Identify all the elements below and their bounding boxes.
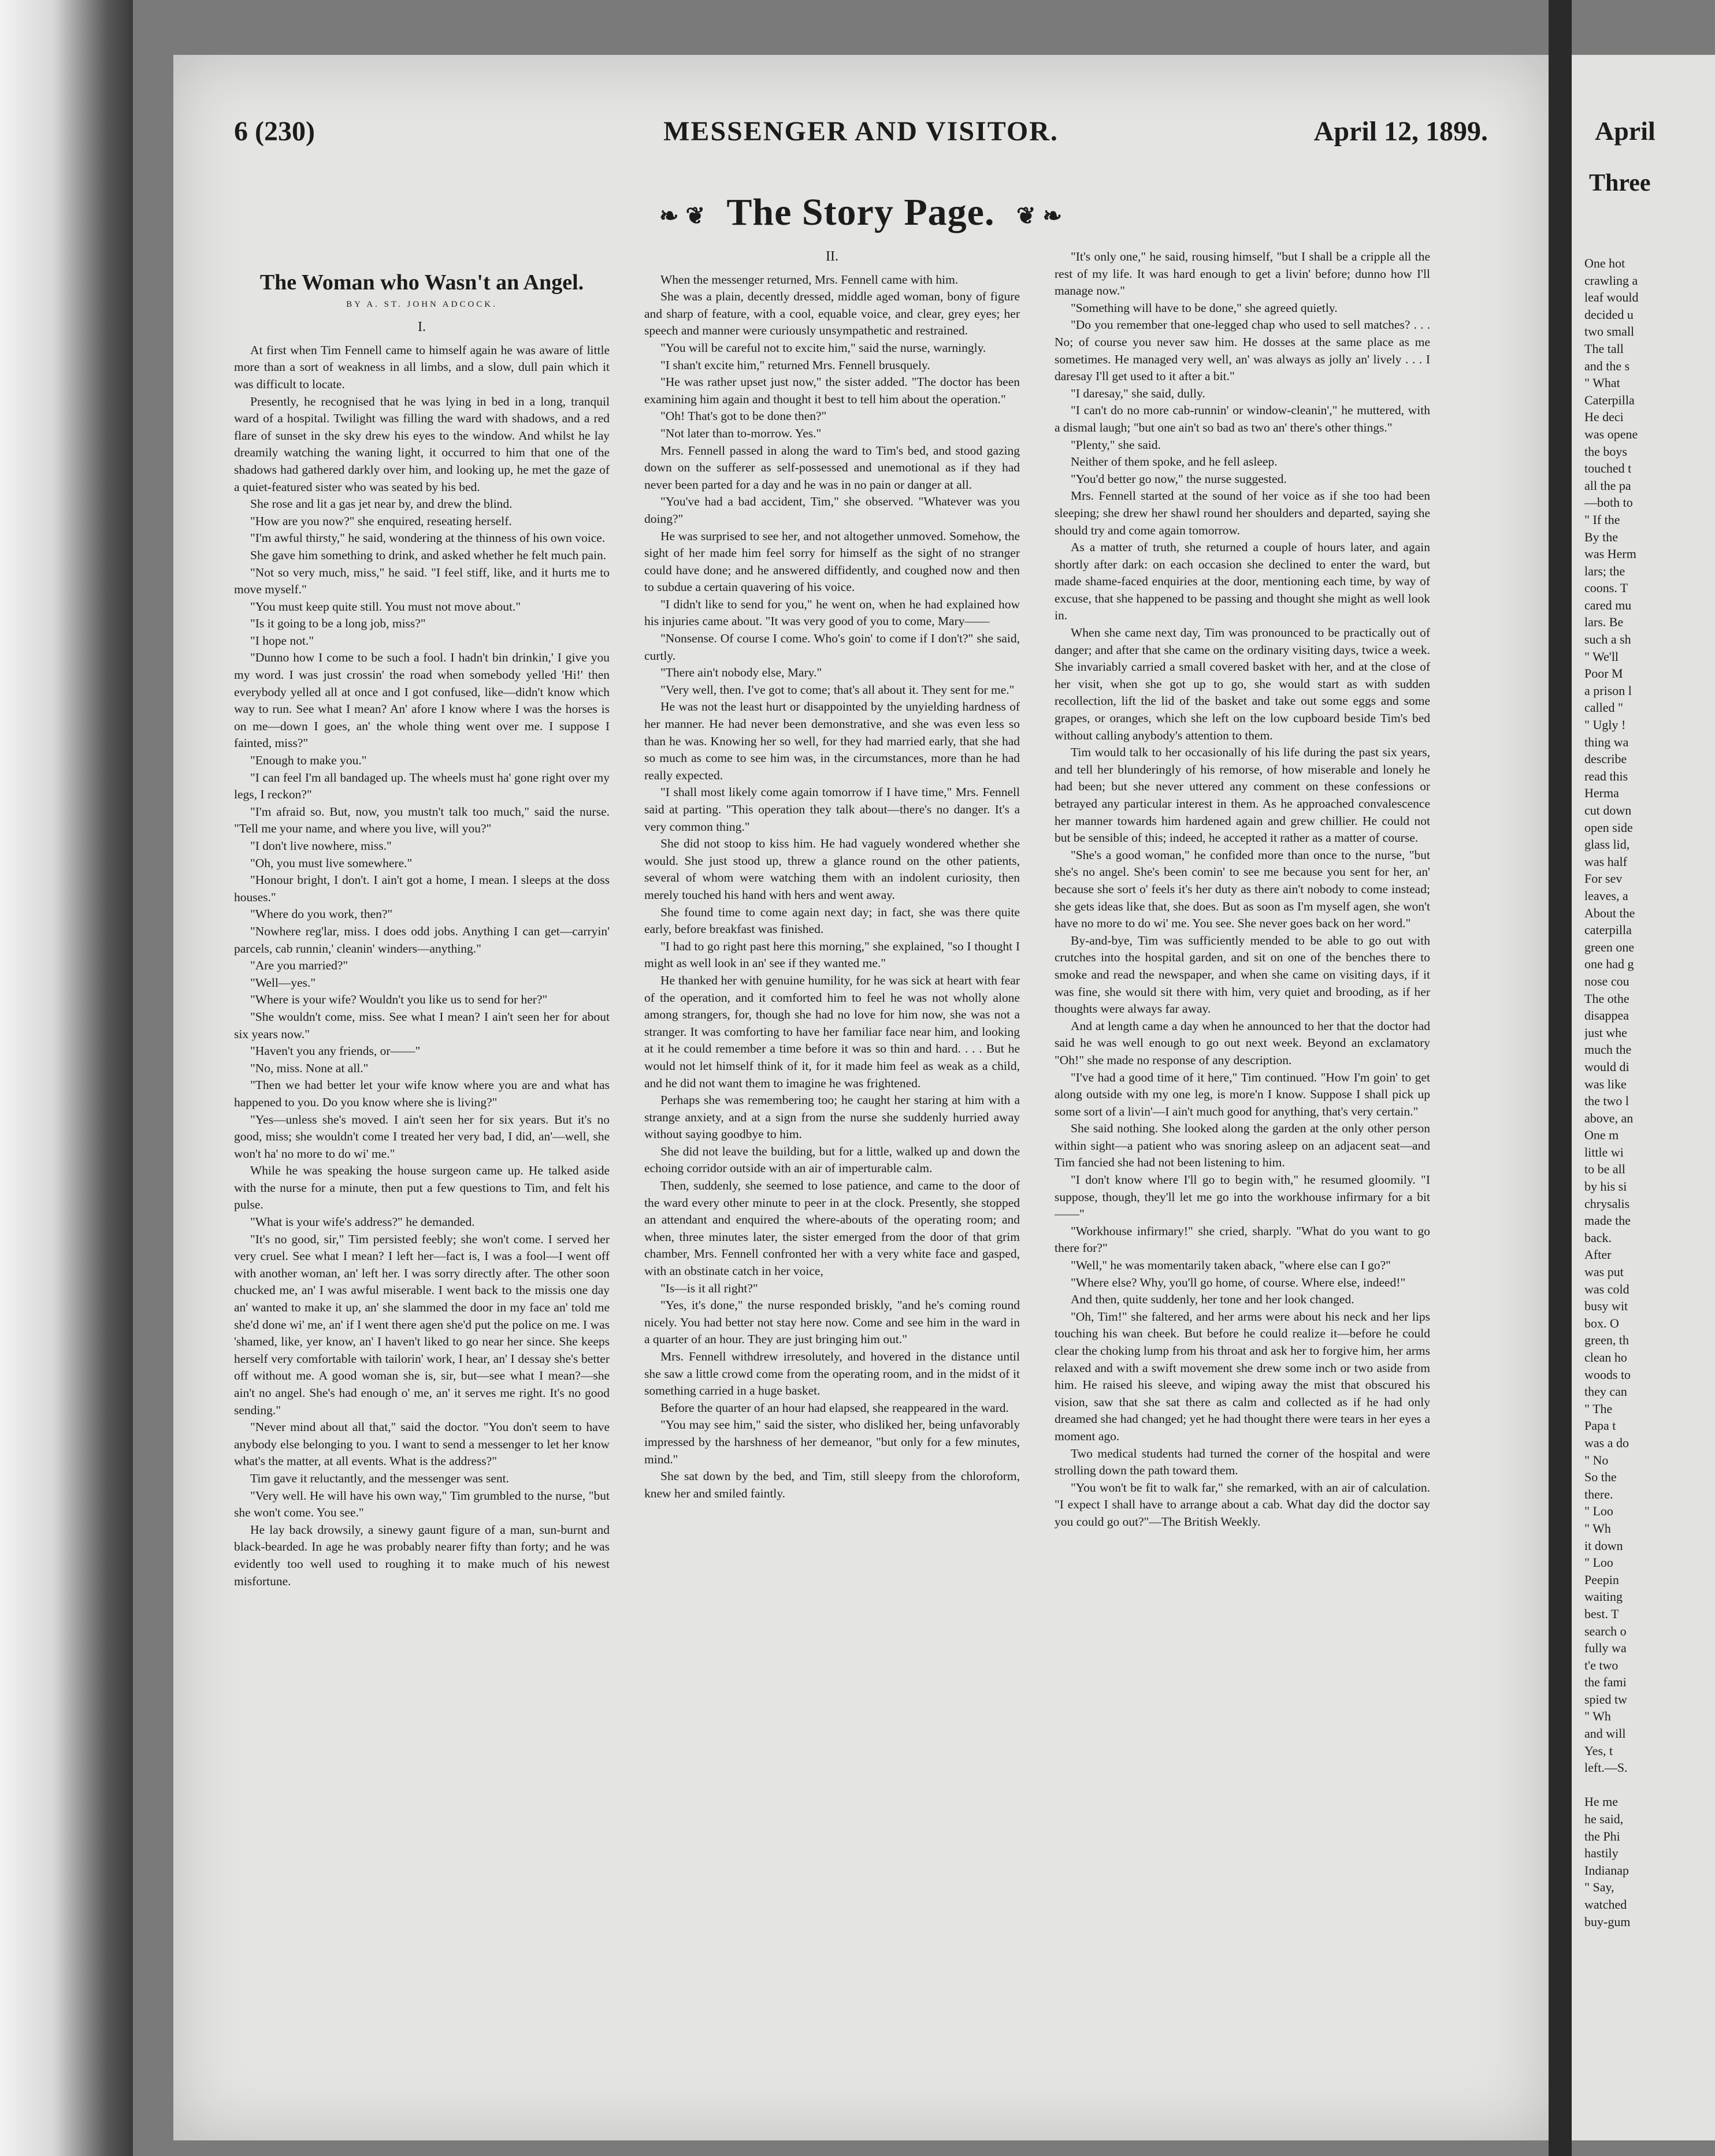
adjacent-page-line: coons. T <box>1584 581 1628 596</box>
adjacent-page-line: One m <box>1584 1128 1619 1143</box>
adjacent-page-line: green, th <box>1584 1333 1629 1348</box>
story-paragraph: "It's no good, sir," Tim persisted feebly; she won't come. I served her very cruel. See what I mean? I left her—fact is, I was a fool—I went off with another woman, an' left her. I was sorry directly after. The other soon chucked me, an' I was awful miserable. I went back to the missis one day an' wanted to make it up, an' she slammed the door in my face an' told me she'd done wi' me, an' if I went there agen she'd put the police on me. I was 'shamed, like, yer know, an' I haven't liked to go near her since. She keeps herself very comfortable with tailorin' work, I hear, an' I dessay she's better off without me. A good woman she is, sir, but—see what I mean?—she ain't no angel. She's had enough o' me, an' it serves me right. It's no good sending." <box>234 1232 610 1417</box>
adjacent-page-line: Peepin <box>1584 1572 1619 1587</box>
story-paragraph: "Is—is it all right?" <box>660 1281 758 1295</box>
adjacent-page-line: box. O <box>1584 1315 1619 1330</box>
adjacent-page-line: cut down <box>1584 803 1632 817</box>
story-paragraph: "Nonsense. Of course I come. Who's goin' to come if I don't?" she said, curtly. <box>644 631 1020 663</box>
adjacent-page-line: disappea <box>1584 1008 1629 1023</box>
story-paragraph: "I'm awful thirsty," he said, wondering at the thinness of his own voice. <box>250 531 606 545</box>
story-paragraph: He was not the least hurt or disappointed by the unyielding hardness of her manner. He had never been demonstrative, and she was even less so than he was. Knowing her so well, for they had married early, that she had so much as come to see him was, in the circumstances, more than he had really expected. <box>644 700 1020 782</box>
adjacent-page-line: " Loo <box>1584 1555 1613 1570</box>
adjacent-page-line: was opene <box>1584 426 1638 441</box>
adjacent-page-line: After <box>1584 1247 1612 1262</box>
story-paragraph: He thanked her with genuine humility, for he was sick at heart with fear of the operation, and it comforted him to feel he was not wholly alone among strangers, for, though she had no love for him now, she was not a stranger. It was comforting to have her familiar face near him, and looking at it he could remember a time before it was so thin and hard. . . . But he would not let himself think of it, for it made him feel as weak as a child, and he did not want them to imagine he was frightened. <box>644 973 1020 1090</box>
story-paragraph: Two medical students had turned the corner of the hospital and were strolling down the path toward them. <box>1055 1446 1430 1478</box>
story-paragraph: Mrs. Fennell passed in along the ward to Tim's bed, and stood gazing down on the sufferer as self-possessed and unemotional as if they had never been parted for a day and he was in no pain or danger at all. <box>644 443 1020 492</box>
adjacent-page-body <box>1584 255 1715 1930</box>
story-paragraph: She said nothing. She looked along the garden at the only other person within sight—a patient who was snoring asleep on an adjacent seat—and Tim fancied she had not been listening to him. <box>1055 1121 1430 1170</box>
adjacent-page-line: caterpilla <box>1584 923 1632 938</box>
page-number: 6 (230) <box>234 116 315 147</box>
adjacent-page-line: made the <box>1584 1213 1631 1228</box>
adjacent-page-line: clean ho <box>1584 1350 1627 1365</box>
story-paragraph: "Never mind about all that," said the doctor. "You don't seem to have anybody else belonging to you. I want to send a messenger to let her know what's the matter, at all events. What is the address?" <box>234 1420 610 1469</box>
adjacent-page-line: little wi <box>1584 1144 1624 1159</box>
adjacent-page-line: the Phi <box>1584 1828 1620 1843</box>
adjacent-page-line: was a do <box>1584 1435 1629 1450</box>
story-paragraph: "Yes—unless she's moved. I ain't seen her for six years. But it's no good, miss; she wouldn't come I treated her very bad, I did, an'—well, she won't ha' no more to do wi' me." <box>234 1112 610 1161</box>
story-paragraph: She sat down by the bed, and Tim, still sleepy from the chloroform, knew her and smiled faintly. <box>644 1469 1020 1500</box>
story-paragraph: "You will be careful not to excite him," said the nurse, warningly. <box>660 340 986 355</box>
adjacent-page-fragment <box>1572 55 1715 2140</box>
adjacent-page-line: decided u <box>1584 307 1634 322</box>
story-paragraph: "Very well, then. I've got to come; that's all about it. They sent for me." <box>660 682 1015 697</box>
adjacent-page-line: above, an <box>1584 1110 1634 1125</box>
story-paragraph: "She's a good woman," he confided more than once to the nurse, "but she's no angel. She's been comin' to see me because you sent for her, an' because she sort o' feels it's her duty as there ain't nobody to come instead; she gets ideas like that, she does. But as soon as I'm myself agen, she won't have no more to do wi' me. You see. She never goes back on her word." <box>1055 847 1430 931</box>
story-paragraph: "Enough to make you." <box>250 753 367 768</box>
story-paragraph: "Oh, Tim!" she faltered, and her arms were about his neck and her lips touching his wan cheek. But before he could realize it—before he could clear the choking lump from his throat and ask her to forgive him, her arms relaxed and with a swift movement she drew some inch or two aside from him. He raised his sleeve, and wiping away the mist that obscured his vision, saw that she sat there as calm and collected as if he had only dreamed she had changed; yet he had thought there were tears in her eyes a moment ago. <box>1055 1309 1430 1443</box>
story-paragraph: "Not so very much, miss," he said. "I feel stiff, like, and it hurts me to move myself." <box>234 565 610 597</box>
story-paragraph: And at length came a day when he announced to her that the doctor had said he was well enough to go out next week. Beyond an exclamatory "Oh!" she made no response of any description. <box>1055 1018 1430 1067</box>
story-paragraph: "Where do you work, then?" <box>250 907 393 921</box>
story-paragraph: "I can't do no more cab-runnin' or window-cleanin'," he muttered, with a dismal laugh; "but one ain't so bad as two an' there's other things." <box>1055 403 1430 434</box>
fleuron-ornament-icon: ❦ ❧ <box>1016 203 1063 229</box>
story-paragraph: "What is your wife's address?" he demanded. <box>250 1215 475 1229</box>
story-paragraph: "I'm afraid so. But, now, you mustn't talk too much," said the nurse. "Tell me your name, and where you live, will you?" <box>234 804 610 836</box>
adjacent-page-line: leaf would <box>1584 290 1639 305</box>
story-paragraph: "You've had a bad accident, Tim," she observed. "Whatever was you doing?" <box>644 495 1020 526</box>
adjacent-page-line: Yes, t <box>1584 1743 1613 1758</box>
story-paragraph: "Yes, it's done," the nurse responded briskly, "and he's coming round nicely. You had better not stay here now. Come and see him in the ward in a quarter of an hour. They are just bringing him out." <box>644 1298 1020 1347</box>
story-paragraph: She was a plain, decently dressed, middle aged woman, bony of figure and sharp of feature, with a cool, equable voice, and clear, grey eyes; her speech and manner were curiously unsympathetic and restrained. <box>644 289 1020 338</box>
adjacent-page-line: buy-gum <box>1584 1914 1631 1929</box>
story-paragraph: He lay back drowsily, a sinewy gaunt figure of a man, sun-burnt and black-bearded. In age he was probably nearer fifty than forty; and he was evidently too well used to roughing it to make much of his newest misfortune. <box>234 1522 610 1588</box>
story-paragraph: "Then we had better let your wife know where you are and what has happened to you. Do you know where she is living?" <box>234 1078 610 1109</box>
adjacent-page-line: was Herm <box>1584 547 1636 562</box>
adjacent-page-line: " We'll <box>1584 649 1619 664</box>
column-body <box>1055 248 1430 1531</box>
adjacent-page-line: The othe <box>1584 991 1629 1006</box>
adjacent-page-line: he said, <box>1584 1812 1624 1827</box>
adjacent-page-line: t'e two <box>1584 1657 1619 1672</box>
adjacent-page-line: " No <box>1584 1452 1609 1467</box>
adjacent-page-line: lars; the <box>1584 563 1625 578</box>
story-paragraph: "You must keep quite still. You must not move about." <box>250 599 521 614</box>
story-paragraph: "I can feel I'm all bandaged up. The wheels must ha' gone right over my legs, I reckon?" <box>234 770 610 802</box>
adjacent-page-line: to be all <box>1584 1162 1625 1177</box>
story-paragraph: She did not leave the building, but for a little, walked up and down the echoing corridor outside with an air of imperturable calm. <box>644 1144 1020 1176</box>
story-paragraph: And then, quite suddenly, her tone and her look changed. <box>1071 1292 1354 1307</box>
adjacent-page-line: waiting <box>1584 1589 1623 1604</box>
adjacent-page-line: By the <box>1584 529 1619 544</box>
story-paragraph: "Dunno how I come to be such a fool. I hadn't bin drinkin,' I give you my word. I was just crossin' the road when somebody yelled 'Hi!' then everybody yelled all at once and I got confused, like—didn't know which way to run. See what I mean? An' afore I know where I was the horses is on me—down I goes, an' the whole thing went over me. I suppose I fainted, miss?" <box>234 650 610 750</box>
adjacent-page-line: touched t <box>1584 461 1632 476</box>
adjacent-page-line: called " <box>1584 700 1623 715</box>
adjacent-page-line: a prison l <box>1584 683 1632 698</box>
adjacent-page-line: hastily <box>1584 1846 1619 1861</box>
adjacent-page-line: chrysalis <box>1584 1196 1630 1211</box>
story-paragraph: "Where else? Why, you'll go home, of course. Where else, indeed!" <box>1071 1275 1406 1289</box>
adjacent-page-line: Herma <box>1584 786 1619 801</box>
story-paragraph: "Where is your wife? Wouldn't you like us to send for her?" <box>250 992 548 1007</box>
adjacent-page-line: " Ugly ! <box>1584 718 1626 733</box>
adjacent-page-line: Indianap <box>1584 1863 1629 1878</box>
adjacent-page-line: " The <box>1584 1401 1613 1416</box>
adjacent-page-line: two small <box>1584 324 1635 339</box>
story-paragraph: "Well—yes." <box>250 975 316 990</box>
adjacent-page-line: busy wit <box>1584 1299 1628 1314</box>
adjacent-page-line: just whe <box>1584 1025 1627 1040</box>
story-paragraph: "Something will have to be done," she agreed quietly. <box>1071 300 1338 315</box>
story-paragraph: Then, suddenly, she seemed to lose patience, and came to the door of the ward every other minute to peer in at the clock. Presently, she stopped an attendant and enquired the where-abouts of the operating room; and when, three minutes later, the sister emerged from the door of that grim chamber, Mrs. Fennell confronted her with a very white face and gasped, with an obstinate catch in her voice, <box>644 1179 1020 1278</box>
adjacent-page-line: and will <box>1584 1726 1626 1741</box>
adjacent-page-line: So the <box>1584 1470 1617 1485</box>
story-paragraph: "I shall most likely come again tomorrow if I have time," Mrs. Fennell said at parting. "This operation they talk about—there's no danger. It's a very common thing." <box>644 785 1020 834</box>
section-title-text: The Story Page. <box>726 191 995 233</box>
adjacent-page-line: read this <box>1584 768 1628 783</box>
adjacent-page-line: crawling a <box>1584 273 1638 288</box>
adjacent-page-line: watched <box>1584 1897 1627 1912</box>
fleuron-ornament-icon: ❧ ❦ <box>659 203 706 229</box>
story-paragraph: Neither of them spoke, and he fell asleep. <box>1071 455 1278 469</box>
newspaper-page <box>173 55 1549 2140</box>
adjacent-page-line: was put <box>1584 1265 1624 1280</box>
binding-gutter <box>1549 0 1572 2156</box>
story-paragraph: "Honour bright, I don't. I ain't got a home, I mean. I sleeps at the doss houses." <box>234 873 610 904</box>
adjacent-page-line: they can <box>1584 1384 1627 1399</box>
story-paragraph: When the messenger returned, Mrs. Fennell came with him. <box>660 272 959 287</box>
section-title <box>173 191 1549 235</box>
column-1 <box>234 246 610 1590</box>
story-paragraph: He was surprised to see her, and not altogether unmoved. Somehow, the sight of her made him feel sorry for himself as the sight of no stranger could have done; and he answered diffidently, and coughed now and then to subdue a certain quavering of his voice. <box>644 529 1020 594</box>
adjacent-page-line: fully wa <box>1584 1641 1627 1656</box>
story-paragraph: "Haven't you any friends, or——" <box>250 1044 421 1058</box>
adjacent-page-line: leaves, a <box>1584 888 1628 903</box>
story-paragraph: "I don't live nowhere, miss." <box>250 839 392 853</box>
story-paragraph: "I've had a good time of it here," Tim continued. "How I'm goin' to get along outside with my one leg, is more'n I know. Suppose I shall pick up some sort of a livin'—I ain't much good for anything, that's very certain." <box>1055 1070 1430 1118</box>
adjacent-page-line: " If the <box>1584 512 1620 527</box>
adjacent-page-line: spied tw <box>1584 1692 1627 1707</box>
adjacent-page-line: " Loo <box>1584 1504 1613 1519</box>
story-paragraph: "Well," he was momentarily taken aback, "where else can I go?" <box>1071 1258 1391 1273</box>
adjacent-page-line: One hot <box>1584 256 1625 270</box>
adjacent-page-line: by his si <box>1584 1179 1627 1194</box>
story-paragraph: "Not later than to-morrow. Yes." <box>660 426 822 440</box>
adjacent-page-line: back. <box>1584 1230 1612 1245</box>
adjacent-page-line: there. <box>1584 1486 1613 1501</box>
adjacent-page-line: would di <box>1584 1059 1629 1074</box>
adjacent-page-line: left.—S. <box>1584 1760 1628 1775</box>
adjacent-page-line: cared mu <box>1584 597 1632 612</box>
story-paragraph: "You won't be fit to walk far," she remarked, with an air of calculation. "I expect I shall have to arrange about a cab. What day did the doctor say you could go out?"—The British Weekly. <box>1055 1480 1430 1529</box>
adjacent-page-line: nose cou <box>1584 973 1629 988</box>
adjacent-page-line: woods to <box>1584 1367 1631 1382</box>
adjacent-page-line <box>1584 1776 1715 1794</box>
adjacent-page-line: all the pa <box>1584 478 1631 493</box>
story-paragraph: "Plenty," she said. <box>1071 437 1161 452</box>
story-paragraph: "You may see him," said the sister, who disliked her, being unfavorably impressed by the harshness of her demeanor, "but only for a few minutes, mind." <box>644 1418 1020 1466</box>
adjacent-page-subhead: Three <box>1589 170 1651 196</box>
story-paragraph: "Nowhere reg'lar, miss. I does odd jobs. Anything I can get—carryin' parcels, cab runnin,' cleanin' winders—anything." <box>234 924 610 956</box>
story-paragraph: "I shan't excite him," returned Mrs. Fennell brusquely. <box>660 358 930 372</box>
story-paragraph: "Do you remember that one-legged chap who used to sell matches? . . . No; of course you never saw him. He dosses at the same place as me sometimes. He managed very well, an' was always as jolly an' lively . . . I daresay I'll get used to it after a bit." <box>1055 318 1430 384</box>
adjacent-page-line: search o <box>1584 1623 1627 1638</box>
adjacent-page-line: —both to <box>1584 495 1633 510</box>
adjacent-page-line: He deci <box>1584 410 1624 425</box>
story-paragraph: Presently, he recognised that he was lying in bed in a long, tranquil ward of a hospital. Twilight was filling the ward with shadows, and a red flare of sunset in the sky drew his eyes to the window. And whilst he lay dreamily watching the waning light, it occurred to him that one of the shadows had gathered darkly over him, and looking up, he met the gaze of a quiet-featured sister who was seated by his bed. <box>234 394 610 494</box>
story-paragraph: She rose and lit a gas jet near by, and drew the blind. <box>250 497 513 511</box>
story-paragraph: As a matter of truth, she returned a couple of hours later, and again shortly after dark: on each occasion she declined to enter the ward, but made shame-faced enquiries at the door, mentioning each time, by way of excuse, that she happened to be passing and thought she might as well look in. <box>1055 540 1430 623</box>
adjacent-page-line: Papa t <box>1584 1418 1616 1433</box>
page-header <box>234 116 1488 156</box>
adjacent-page-line: and the s <box>1584 358 1630 373</box>
adjacent-page-line: glass lid, <box>1584 837 1630 852</box>
story-paragraph: "No, miss. None at all." <box>250 1061 369 1075</box>
adjacent-page-line: was cold <box>1584 1281 1629 1296</box>
story-title: The Woman who Wasn't an Angel. <box>259 270 584 295</box>
adjacent-page-line: He me <box>1584 1794 1619 1809</box>
adjacent-page-header: April <box>1595 116 1655 146</box>
story-byline: BY A. ST. JOHN ADCOCK. <box>346 299 498 309</box>
story-paragraph: Tim gave it reluctantly, and the messenger was sent. <box>250 1471 510 1485</box>
adjacent-page-line: " Wh <box>1584 1521 1611 1536</box>
story-paragraph: "Are you married?" <box>250 958 348 973</box>
story-paragraph: She gave him something to drink, and asked whether he felt much pain. <box>250 548 607 562</box>
column-body <box>644 272 1020 1503</box>
story-paragraph: Tim would talk to her occasionally of his life during the past six years, and tell her blunderingly of his remorse, of how miserable and lonely he had been; but she never uttered any comment on these confessions or betrayed any particular interest in them. As he approached convalescence her manner towards him hardened again and grew chillier. He could not but be sensible of this; indeed, he accepted it rather as a matter of course. <box>1055 745 1430 845</box>
adjacent-page-line: much the <box>1584 1042 1632 1057</box>
adjacent-page-line: open side <box>1584 820 1633 835</box>
story-paragraph: "I didn't like to send for you," he went on, when he had explained how his injuries came about. "It was very good of you to come, Mary—— <box>644 597 1020 629</box>
story-paragraph: "Oh! That's got to be done then?" <box>660 409 827 423</box>
adjacent-page-line: " Wh <box>1584 1709 1611 1724</box>
column-2 <box>644 248 1020 1502</box>
adjacent-page-line: one had g <box>1584 957 1634 972</box>
adjacent-page-line: thing wa <box>1584 734 1629 749</box>
column-3 <box>1055 248 1430 1531</box>
adjacent-page-line: best. T <box>1584 1606 1619 1621</box>
story-paragraph: "You'd better go now," the nurse suggested. <box>1071 471 1287 486</box>
story-paragraph: She did not stoop to kiss him. He had vaguely wondered whether she would. She just stood up, threw a glance round on the other patients, several of whom were watching them with an indolent curiosity, then merely touched his hand with hers and went away. <box>644 837 1020 902</box>
adjacent-page-line: it down <box>1584 1538 1623 1553</box>
story-paragraph: Mrs. Fennell withdrew irresolutely, and hovered in the distance until she saw a little crowd come from the operating room, and in the midst of it something carried in a huge basket. <box>644 1350 1020 1398</box>
story-paragraph: "It's only one," he said, rousing himself, "but I shall be a cripple all the rest of my life. It was hard enough to get a livin' before; dunno how I'll manage now." <box>1055 250 1430 298</box>
story-paragraph: "I hope not." <box>250 633 314 648</box>
story-paragraph: "She wouldn't come, miss. See what I mean? I ain't seen her for about six years now." <box>234 1009 610 1041</box>
story-paragraph: "There ain't nobody else, Mary." <box>660 666 822 680</box>
adjacent-page-line: the fami <box>1584 1675 1627 1690</box>
adjacent-page-line: describe <box>1584 752 1627 767</box>
film-margin <box>0 0 133 2156</box>
adjacent-page-line: Caterpilla <box>1584 392 1635 407</box>
story-paragraph: "I don't know where I'll go to begin with," he resumed gloomily. "I suppose, though, they'll let me go into the workhouse infirmary for a bit——" <box>1055 1173 1430 1221</box>
adjacent-page-line: the two l <box>1584 1094 1629 1109</box>
story-paragraph: By-and-bye, Tim was sufficiently mended to be able to go out with crutches into the hospital garden, and sit on one of the benches there to smoke and read the newspaper, and when she came on visiting days, if it was fine, she would sit there with him, very quiet and brooding, as if her thoughts were always far away. <box>1055 933 1430 1016</box>
issue-date: April 12, 1899. <box>1313 116 1488 147</box>
story-paragraph: "How are you now?" she enquired, reseating herself. <box>250 514 512 528</box>
adjacent-page-line: was like <box>1584 1076 1627 1091</box>
adjacent-page-line: was half <box>1584 854 1627 869</box>
adjacent-page-line: " What <box>1584 376 1620 391</box>
story-paragraph: While he was speaking the house surgeon came up. He talked aside with the nurse for a minute, then put a few questions to Tim, and felt his pulse. <box>234 1164 610 1212</box>
story-paragraph: "Very well. He will have his own way," Tim grumbled to the nurse, "but she won't come. You see." <box>234 1488 610 1520</box>
adjacent-page-line: For sev <box>1584 871 1623 886</box>
adjacent-page-line: About the <box>1584 905 1635 920</box>
story-paragraph: "Workhouse infirmary!" she cried, sharply. "What do you want to go there for?" <box>1055 1224 1430 1255</box>
story-paragraph: "Is it going to be a long job, miss?" <box>250 616 426 631</box>
story-paragraph: "I daresay," she said, dully. <box>1071 386 1205 400</box>
adjacent-page-line: The tall <box>1584 341 1624 356</box>
column-body <box>234 342 610 1590</box>
story-paragraph: Before the quarter of an hour had elapsed, she reappeared in the ward. <box>660 1400 1009 1415</box>
story-paragraph: Perhaps she was remembering too; he caught her staring at him with a strange anxiety, and at a sign from the nurse she suddenly hurried away without saying goodbye to him. <box>644 1093 1020 1142</box>
story-paragraph: When she came next day, Tim was pronounced to be practically out of danger; and after that she came on the ordinary visiting days, twice a week. She invariably carried a small covered basket with her, and at the close of her visit, when she got up to go, she would start as with sudden recollection, lift the lid of the basket and take out some eggs and some grapes, or oranges, which she left on the low cupboard beside Tim's bed without calling anybody's attention to them. <box>1055 626 1430 742</box>
story-paragraph: "Oh, you must live somewhere." <box>250 856 413 870</box>
adjacent-page-line: the boys <box>1584 444 1627 459</box>
adjacent-page-line: Poor M <box>1584 666 1623 681</box>
chapter-heading: I. <box>418 319 426 335</box>
story-paragraph: Mrs. Fennell started at the sound of her voice as if she too had been sleeping; she drew her shawl round her shoulders and departed, saying she should try and come again tomorrow. <box>1055 489 1430 537</box>
publication-title: MESSENGER AND VISITOR. <box>663 116 1059 147</box>
chapter-heading: II. <box>826 249 838 264</box>
adjacent-page-line: lars. Be <box>1584 615 1624 630</box>
story-paragraph: At first when Tim Fennell came to himself again he was aware of little more than a sort of weakness in all limbs, and a slow, dull pain which it was difficult to locate. <box>234 343 610 391</box>
story-paragraph: "He was rather upset just now," the sister added. "The doctor has been examining him again and thought it best to tell him about the operation." <box>644 375 1020 406</box>
story-paragraph: "I had to go right past here this morning," she explained, "so I thought I might as well look in an' see if they wanted me." <box>644 939 1020 971</box>
adjacent-page-line: such a sh <box>1584 632 1631 647</box>
adjacent-page-line: green one <box>1584 939 1635 954</box>
story-paragraph: She found time to come again next day; in fact, she was there quite early, before breakfast was finished. <box>644 905 1020 936</box>
adjacent-page-line: " Say, <box>1584 1880 1614 1895</box>
